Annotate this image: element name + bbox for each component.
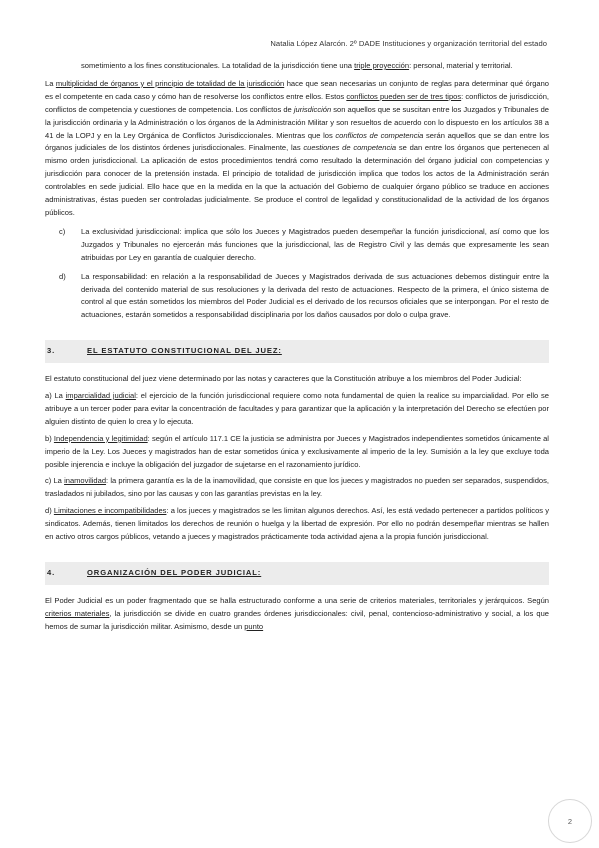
page-number-badge — [548, 799, 592, 843]
section-heading-3 — [45, 340, 549, 363]
paragraph-impartiality: a) La imparcialidad judicial: el ejercicio de la función jurisdiccional requiere como nota fundamental de quien la realice su imparcialidad. Por ello se atribuye a un tercer poder para evitar la concentración de facultades y para garantizar que la aplicación y la interpretación del Derecho se efectúen por alguien distinto de quien lo crea y lo ejecuta. — [45, 391, 549, 426]
underlined-term: criterios materiales — [45, 608, 110, 618]
section-number: 4. — [47, 568, 56, 577]
italic-term: conflictos de competencia — [335, 130, 424, 140]
underlined-term: punto — [244, 621, 264, 631]
list-item-d — [45, 271, 549, 323]
underlined-term: Limitaciones e incompatibilidades — [53, 506, 167, 516]
page-header: Natalia López Alarcón. 2º DADE Instituciones y organización territorial del estado — [270, 39, 547, 48]
paragraph-organization: El Poder Judicial es un poder fragmentado que se halla estructurado conforme a una serie de criterios materiales, territoriales y jerárquicos. Según criterios materiales, la jurisdicción se divide en cuatro grandes órdenes jurisdiccionales: civil, penal, contencioso-administrativo y social, a los que hemos de sumar la jurisdicción militar. Asimismo, desde un punto — [45, 595, 549, 631]
paragraph-independence: b) Independencia y legitimidad: según el artículo 117.1 CE la justicia se administra por Jueces y Magistrados independientes sometidos únicamente al imperio de la Ley. Los Jueces y magistrados han de estar sometidos única y exclusivamente al imperio de la ley. Sumisión a la ley que excluye toda posible injerencia e incluye la obligación del juzgador de sujetarse en el razonamiento jurídico. — [45, 433, 549, 469]
paragraph-conflicts: La multiplicidad de órganos y el principio de totalidad de la jurisdicción hace que sean necesarias un conjunto de reglas para determinar qué órgano es el competente en cada caso y cómo han de resolverse los conflictos entre ellos. Estos conflictos pueden ser de tres tipos: conflictos de jurisdicción, conflictos de competencia y cuestiones de competencia. Los conflictos de jurisdicción son aquellos que se suscitan entre los Juzgados y Tribunales de la jurisdicción ordinaria y la Administración o los órganos de la Administración Militar y son resueltos de acuerdo con lo dispuesto en los artículos 38 a 41 de la LOPJ y en la Ley Orgánica de Conflictos Jurisdiccionales. Mientras que los conflictos de competencia serán aquellos que se dan entre los órganos judiciales de los distintos órdenes jurisdiccionales. Finalmente, las cuestiones de competencia se dan entre los órganos que pertenecen al mismo orden jurisdiccional. La aplicación de estos procedimientos tendrá como resultado la determinación del órgano judicial con competencias y jurisdicción para conocer de la pretensión instada. El principio de totalidad de jurisdicción implica que todos los actos de la Administración serán controlables en sede judicial. Ello hace que en la medida en la que la actuación del Gobierno de cualquier órgano público se traduce en acciones administrativas, éstas pueden ser controladas judicialmente. Se produce el control de legalidad y constitucionalidad de la actividad de los órganos públicos. — [45, 78, 550, 217]
list-marker: c) — [59, 226, 66, 236]
underlined-term: triple proyección — [354, 61, 410, 70]
paragraph-irremovability: c) La inamovilidad: la primera garantía es la de la inamovilidad, que consiste en que los jueces y magistrados no pueden ser separados, suspendidos, trasladados ni jubilados, sino por las causas y con las garantías previstas en la ley. — [45, 476, 550, 499]
italic-term: cuestiones de competencia — [303, 143, 397, 153]
underlined-term: Independencia y legitimidad — [53, 433, 148, 443]
paragraph-statute-intro: El estatuto constitucional del juez viene determinado por las notas y caracteres que la Constitución atribuye a los miembros del Poder Judicial: — [45, 374, 522, 384]
document-body — [45, 60, 549, 634]
italic-term: jurisdicción — [293, 104, 332, 114]
paragraph-continuation: sometimiento a los fines constitucionales. La totalidad de la jurisdicción tiene una triple proyección: personal, material y territorial. — [81, 61, 513, 70]
list-marker: d) — [59, 271, 66, 281]
list-item-c — [45, 226, 549, 265]
page-number: 2 — [567, 816, 573, 826]
section-title: EL ESTATUTO CONSTITUCIONAL DEL JUEZ: — [87, 346, 282, 356]
section-title: ORGANIZACIÓN DEL PODER JUDICIAL: — [87, 568, 262, 577]
section-number: 3. — [47, 346, 56, 356]
section-heading-4 — [45, 562, 549, 585]
underlined-term: conflictos pueden ser de tres tipos — [346, 91, 462, 101]
list-item-text: La responsabilidad: en relación a la responsabilidad de Jueces y Magistrados derivada de sus actuaciones debemos distinguir entre la derivada del contenido material de sus resoluciones y la derivada del resto de actuaciones. Respecto de la primera, el único sistema de control al que están sometidos los miembros del Poder Judicial es el derivado de los recursos oficiales que se interpongan. Por el resto de actuaciones, estarán sometidos a responsabilidad disciplinaria por los daños causados por dolo o culpa grave. — [81, 271, 549, 320]
underlined-term: multiplicidad de órganos y el principio de totalidad de la jurisdicción — [55, 78, 285, 88]
list-item-text: La exclusividad jurisdiccional: implica que sólo los Jueces y Magistrados pueden desempeñar la función jurisdiccional, así como que los Juzgados y Tribunales no ejercerán más funciones que la jurisdiccional, las de Registro Civil y las demás que expresamente les sean atribuidas por Ley en garantía de cualquier derecho. — [81, 226, 549, 262]
underlined-term: inamovilidad — [64, 476, 107, 486]
underlined-term: imparcialidad judicial — [65, 391, 136, 401]
paragraph-limitations: d) Limitaciones e incompatibilidades: a los jueces y magistrados se les limitan algunos derechos. Así, les está vedado pertenecer a partidos políticos y sindicatos. Además, tienen limitados los derechos de reunión o huelga y la libertad de expresión. Por ello no podrán desempeñar mientras se hallen en activo otros cargos públicos, vetando a jueces y magistrados prácticamente toda actividad ajena a la propia función jurisdiccional. — [45, 506, 549, 542]
